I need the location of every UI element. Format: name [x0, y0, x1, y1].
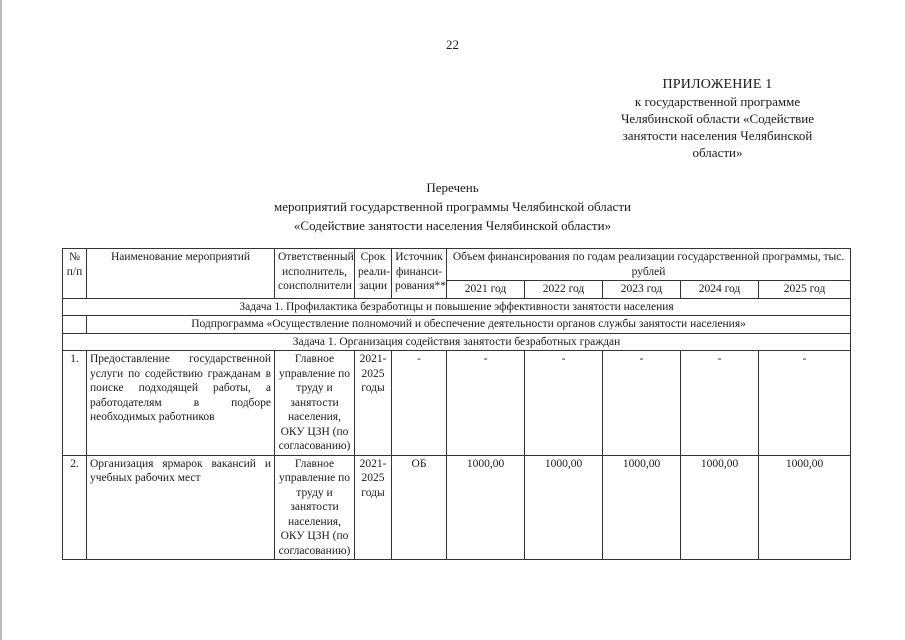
- appendix-line: занятости населения Челябинской: [622, 128, 813, 143]
- header-name: Наименование мероприятий: [87, 249, 275, 299]
- row-value: 1000,00: [759, 455, 851, 560]
- row-num: 2.: [63, 455, 87, 560]
- row-value: -: [603, 351, 681, 456]
- row-source: -: [392, 351, 447, 456]
- task-main-row: Задача 1. Профилактика безработицы и повышение эффективности занятости населения: [63, 298, 851, 316]
- row-term: 2021-2025 годы: [355, 455, 392, 560]
- list-title-line: Перечень: [426, 180, 479, 195]
- appendix-block: [580, 76, 855, 161]
- table-row: [63, 455, 851, 560]
- header-year: 2023 год: [603, 281, 681, 299]
- row-value: -: [759, 351, 851, 456]
- appendix-title: ПРИЛОЖЕНИЕ 1: [662, 77, 773, 92]
- header-year: 2024 год: [681, 281, 759, 299]
- row-executor: Главное управление по труду и занятости населения, ОКУ ЦЗН (по согласованию): [275, 455, 355, 560]
- header-year: 2021 год: [447, 281, 525, 299]
- list-title: [0, 178, 905, 235]
- subprogram-row: Подпрограмма «Осуществление полномочий и обеспечение деятельности органов службы занятости населения»: [87, 316, 851, 334]
- header-source: Источник финанси- рования**: [392, 249, 447, 299]
- header-year: 2025 год: [759, 281, 851, 299]
- row-value: 1000,00: [447, 455, 525, 560]
- header-term: Срок реали- зации: [355, 249, 392, 299]
- row-name: Организация ярмарок вакансий и учебных рабочих мест: [87, 455, 275, 560]
- row-num: 1.: [63, 351, 87, 456]
- appendix-line: к государственной программе: [634, 94, 801, 109]
- row-value: 1000,00: [525, 455, 603, 560]
- row-name: Предоставление государственной услуги по содействию гражданам в поиске подходящей работы, а работодателям в подборе необходимых работников: [87, 351, 275, 456]
- list-title-line: мероприятий государственной программы Челябинской области: [274, 199, 631, 214]
- empty-cell: [63, 316, 87, 334]
- task-sub-row: Задача 1. Организация содействия занятости безработных граждан: [63, 333, 851, 351]
- table-row: [63, 351, 851, 456]
- header-volume: Объем финансирования по годам реализации государственной программы, тыс. рублей: [447, 249, 851, 281]
- row-value: 1000,00: [603, 455, 681, 560]
- row-value: 1000,00: [681, 455, 759, 560]
- header-executor: Ответственный исполнитель, соисполнители: [275, 249, 355, 299]
- page-number: 22: [446, 37, 459, 52]
- row-value: -: [447, 351, 525, 456]
- appendix-line: области»: [692, 145, 743, 160]
- header-year: 2022 год: [525, 281, 603, 299]
- header-num: № п/п: [63, 249, 87, 299]
- row-executor: Главное управление по труду и занятости населения, ОКУ ЦЗН (по согласованию): [275, 351, 355, 456]
- list-title-line: «Содействие занятости населения Челябинской области»: [293, 218, 612, 233]
- row-value: -: [681, 351, 759, 456]
- row-value: -: [525, 351, 603, 456]
- measures-table: [62, 248, 851, 560]
- scan-edge: [0, 0, 2, 640]
- row-term: 2021-2025 годы: [355, 351, 392, 456]
- appendix-line: Челябинской области «Содействие: [620, 111, 814, 126]
- row-source: ОБ: [392, 455, 447, 560]
